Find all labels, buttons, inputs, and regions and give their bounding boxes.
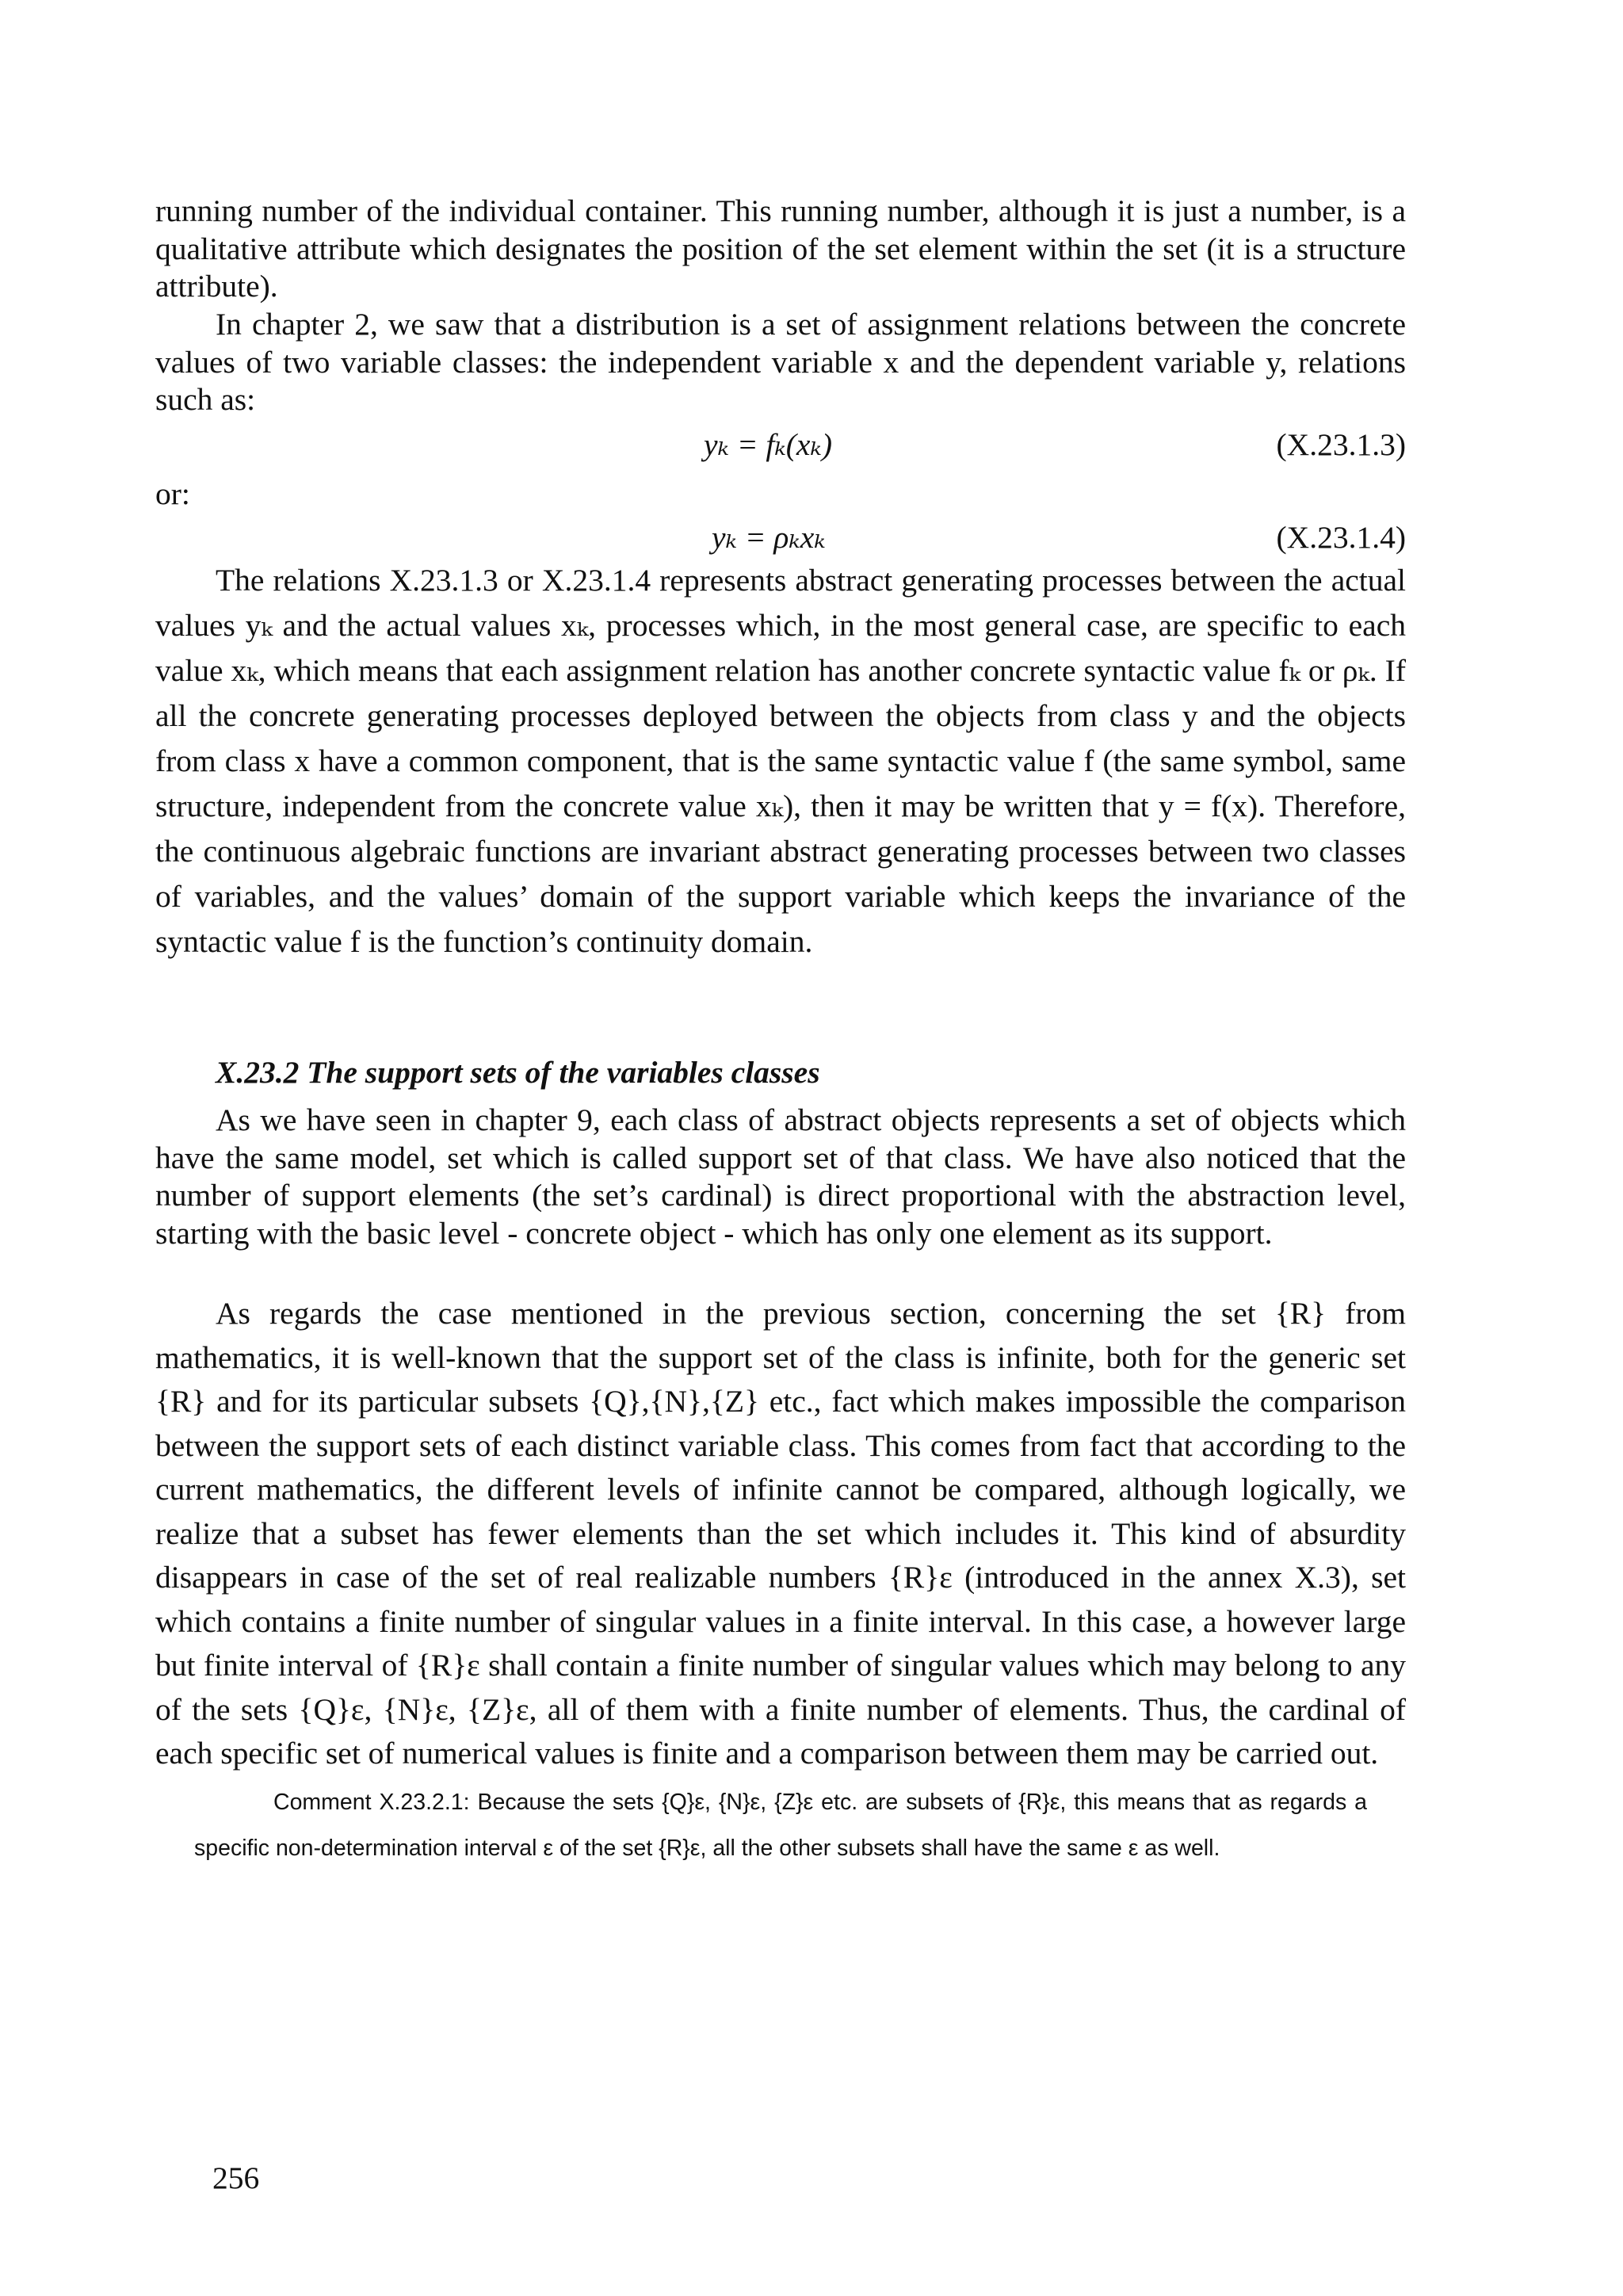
equation-label-x23-1-4: (X.23.1.4): [1276, 520, 1406, 555]
equation-x23-1-3: yₖ = fₖ(xₖ): [704, 427, 832, 462]
section-heading: X.23.2 The support sets of the variables classes: [216, 1055, 820, 1090]
equation-x23-1-4: yₖ = ρₖxₖ: [712, 520, 826, 555]
equation-label-x23-1-3: (X.23.1.3): [1276, 427, 1406, 462]
page-number: 256: [212, 2160, 260, 2195]
paragraph-distribution: In chapter 2, we saw that a distribution is a set of assignment relations between the concrete values of two variable classes: the independent variable x and the dependent variable y, relations such as:: [155, 307, 1406, 417]
paragraph-generating-processes: The relations X.23.1.3 or X.23.1.4 represents abstract generating processes between the actual values yₖ and the actual values xₖ, processes which, in the most general case, are specific to each value xₖ, which means that each assignment relation has another concrete syntactic value fₖ or ρₖ. If all the concrete generating processes deployed between the objects from class y and the objects from class x have a common component, that is the same syntactic value f (the same symbol, same structure, independent from the concrete value xₖ), then it may be written that y = f(x). Therefore, the continuous algebraic functions are invariant abstract generating processes between two classes of variables, and the values’ domain of the support variable which keeps the invariance of the syntactic value f is the function’s continuity domain.: [155, 563, 1406, 959]
comment-text: Comment X.23.2.1: Because the sets {Q}ε, {N}ε, {Z}ε etc. are subsets of {R}ε, this means that as regards a specific non-determination interval ε of the set {R}ε, all the other subsets shall have the same ε as well.: [194, 1790, 1367, 1861]
paragraph-support-set: As we have seen in chapter 9, each class of abstract objects represents a set of objects which have the same model, set which is called support set of that class. We have also noticed that the number of support elements (the set’s cardinal) is direct proportional with the abstraction level, starting with the basic level - concrete object - which has only one element as its support.: [155, 1102, 1406, 1251]
paragraph-real-numbers: As regards the case mentioned in the previous section, concerning the set {R} from mathematics, it is well-known that the support set of the class is infinite, both for the generic set {R} and for its particular subsets {Q},{N},{Z} etc., fact which makes impossible the comparison between the support sets of each distinct variable class. This comes from fact that according to the current mathematics, the different levels of infinite cannot be compared, although logically, we realize that a subset has fewer elements than the set which includes it. This kind of absurdity disappears in case of the set of real realizable numbers {R}ε (introduced in the annex X.3), set which contains a finite number of singular values in a finite interval. In this case, a however large but finite interval of {R}ε shall contain a finite number of singular values which may belong to any of the sets {Q}ε, {N}ε, {Z}ε, all of them with a finite number of elements. Thus, the cardinal of each specific set of numerical values is finite and a comparison between them may be carried out.: [155, 1296, 1406, 1771]
or-label: or:: [155, 476, 190, 511]
paragraph-running-number: running number of the individual container. This running number, although it is just a number, is a qualitative attribute which designates the position of the set element within the set (it is a structure attribute).: [155, 193, 1406, 304]
comment-x23-2-1: [194, 1779, 1367, 1871]
